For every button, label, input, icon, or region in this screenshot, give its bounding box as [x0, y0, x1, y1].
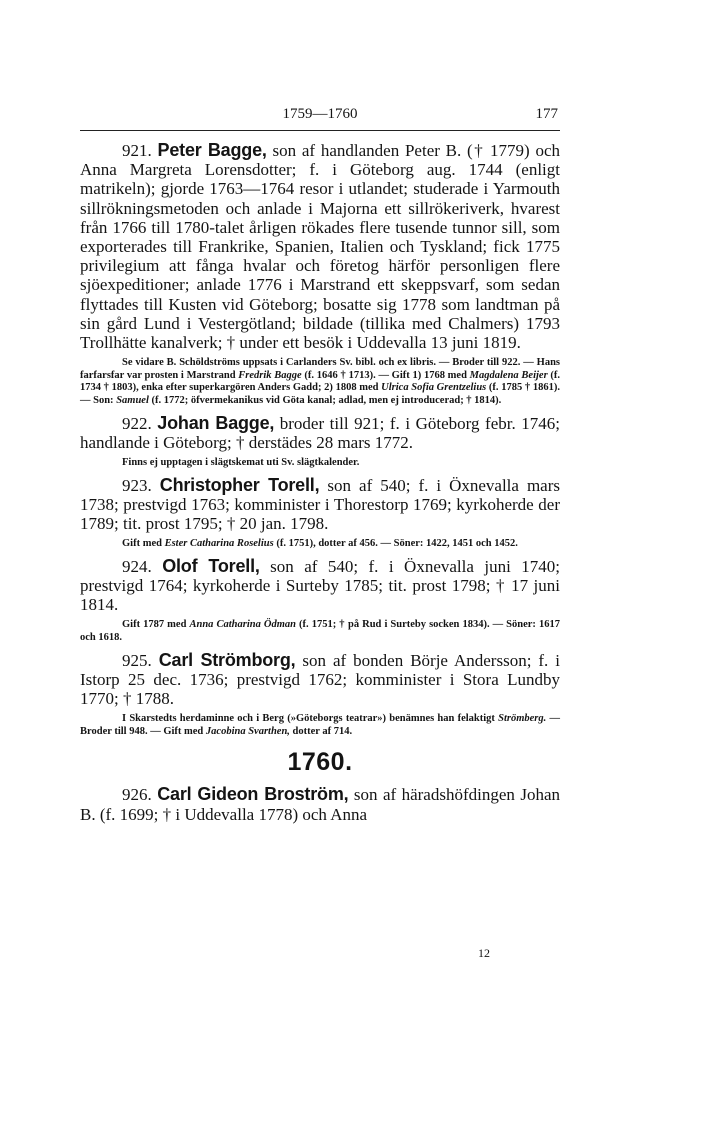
note-921: [80, 357, 560, 407]
entry-name: Carl Gideon Broström,: [157, 784, 349, 805]
entry-925: [80, 651, 560, 709]
entry-text: son af häradshöfdingen Johan B. (f. 1699; † i Uddevalla 1778) och Anna: [80, 785, 561, 824]
entry-text: son af handlanden Peter B. († 1779) och Anna Margreta Lorensdotter; f. i Göteborg aug. 1744 (enligt matrikeln); gjorde 1763—1764 resor i utlandet; studerade i Yarmouth sillrökningsmetoden och anlade i Majorna ett sillrökeriverk, hvarest från 1766 till 1780-talet årligen rökades flere tusende tunnor sill, som exporterades till Frankrike, Spanien, Italien och Tyskland; fick 1775 privilegium att fånga hvalar och företog härför personligen flere sjöexpeditioner; anlade 1776 i Marstrand ett skeppsvarf, som sedan flyttades till Kusten vid Göteborg; bosatte sig 1778 som landtman på sin gård Lund i Vestergötland; bildade (tillika med Chalmers) 1793 Trollhätte kanalverk; † under ett besök i Uddevalla 13 juni 1819.: [80, 141, 561, 353]
note-italic-name: Jacobina Svarthen,: [205, 725, 290, 737]
note-italic-name: Ester Catharina Roselius: [164, 538, 274, 550]
header-rule: [80, 130, 560, 131]
entry-924: [80, 557, 560, 615]
note-text: Gift 1787 med: [122, 619, 190, 631]
note-text: — Broder till 948. — Gift med: [80, 713, 561, 737]
entry-number: 923.: [122, 475, 152, 495]
note-925: [80, 713, 560, 738]
note-text: Gift med: [122, 538, 165, 550]
note-text: dotter af 714.: [289, 725, 353, 737]
note-italic-name: Magdalena Beijer: [469, 369, 548, 381]
entry-name: Peter Bagge,: [157, 140, 267, 160]
entry-921: [80, 141, 560, 352]
entry-name: Johan Bagge,: [157, 412, 275, 433]
page-body: [80, 141, 560, 824]
note-text: (f. 1772; öfvermekanikus vid Göta kanal; adlad, men ej introducerad; † 1814).: [148, 395, 502, 407]
note-italic-name: Fredrik Bagge: [238, 369, 302, 381]
note-text: (f. 1751; † på Rud i Surteby socken 1834). — Söner: 1617 och 1618.: [80, 619, 560, 644]
entry-922: [80, 414, 560, 452]
note-924: [80, 619, 560, 644]
entry-name: Carl Strömborg,: [158, 649, 296, 670]
entry-text: son af 540; f. i Öxnevalla mars 1738; prestvigd 1763; komminister i Thorestorp 1769; kyrkoherde der 1789; tit. prost 1795; † 20 jan. 1798.: [80, 475, 561, 534]
note-italic-name: Ulrica Sofia Grentzelius: [381, 382, 487, 394]
running-header: [80, 106, 560, 126]
entry-923: [80, 476, 560, 534]
note-923: [80, 538, 560, 551]
note-text: Se vidare B. Schöldströms uppsats i Carlanders Sv. bibl. och ex libris. — Broder till 922. — Hans farfarsfar var prosten i Marstrand: [80, 357, 560, 381]
note-text: (f. 1646 † 1713). — Gift 1) 1768 med: [301, 369, 470, 381]
note-text: I Skarstedts herdaminne och i Berg (»Göteborgs teatrar») benämnes han felaktigt: [122, 713, 499, 725]
entry-text: son af bonden Börje Andersson; f. i Istorp 25 dec. 1736; prestvigd 1762; komminister i Stora Lundby 1770; † 1788.: [80, 650, 560, 709]
page-number: 177: [535, 106, 558, 122]
entry-number: 921.: [122, 141, 152, 160]
note-italic-name: Strömberg.: [498, 713, 547, 725]
note-italic-name: Samuel: [116, 395, 149, 407]
entry-number: 924.: [122, 556, 152, 576]
note-italic-name: Anna Catharina Ödman: [189, 619, 296, 631]
signature-mark: 12: [478, 946, 490, 960]
year-heading: 1760.: [287, 748, 353, 777]
entry-text: broder till 921; f. i Göteborg febr. 1746; handlande i Göteborg; † derstädes 28 mars 1772.: [80, 413, 561, 452]
entry-name: Olof Torell,: [162, 555, 260, 576]
entry-926: [80, 785, 560, 823]
entry-text: son af 540; f. i Öxnevalla juni 1740; prestvigd 1764; kyrkoherde i Surteby 1785; tit. prost 1798; † 17 juni 1814.: [80, 556, 560, 615]
note-text: (f. 1751), dotter af 456. — Söner: 1422, 1451 och 1452.: [273, 538, 518, 550]
header-year-range: 1759—1760: [282, 106, 358, 122]
note-text: (f. 1785 † 1861). — Son:: [80, 382, 560, 407]
entry-number: 922.: [122, 413, 152, 433]
entry-name: Christopher Torell,: [159, 474, 320, 495]
entry-number: 925.: [122, 650, 152, 670]
entry-number: 926.: [122, 785, 152, 805]
note-text: (f. 1734 † 1803), enka efter superkargören Anders Gadd; 2) 1808 med: [80, 369, 561, 394]
note-922: Finns ej upptagen i slägtskemat uti Sv. slägtkalender.: [122, 457, 360, 469]
